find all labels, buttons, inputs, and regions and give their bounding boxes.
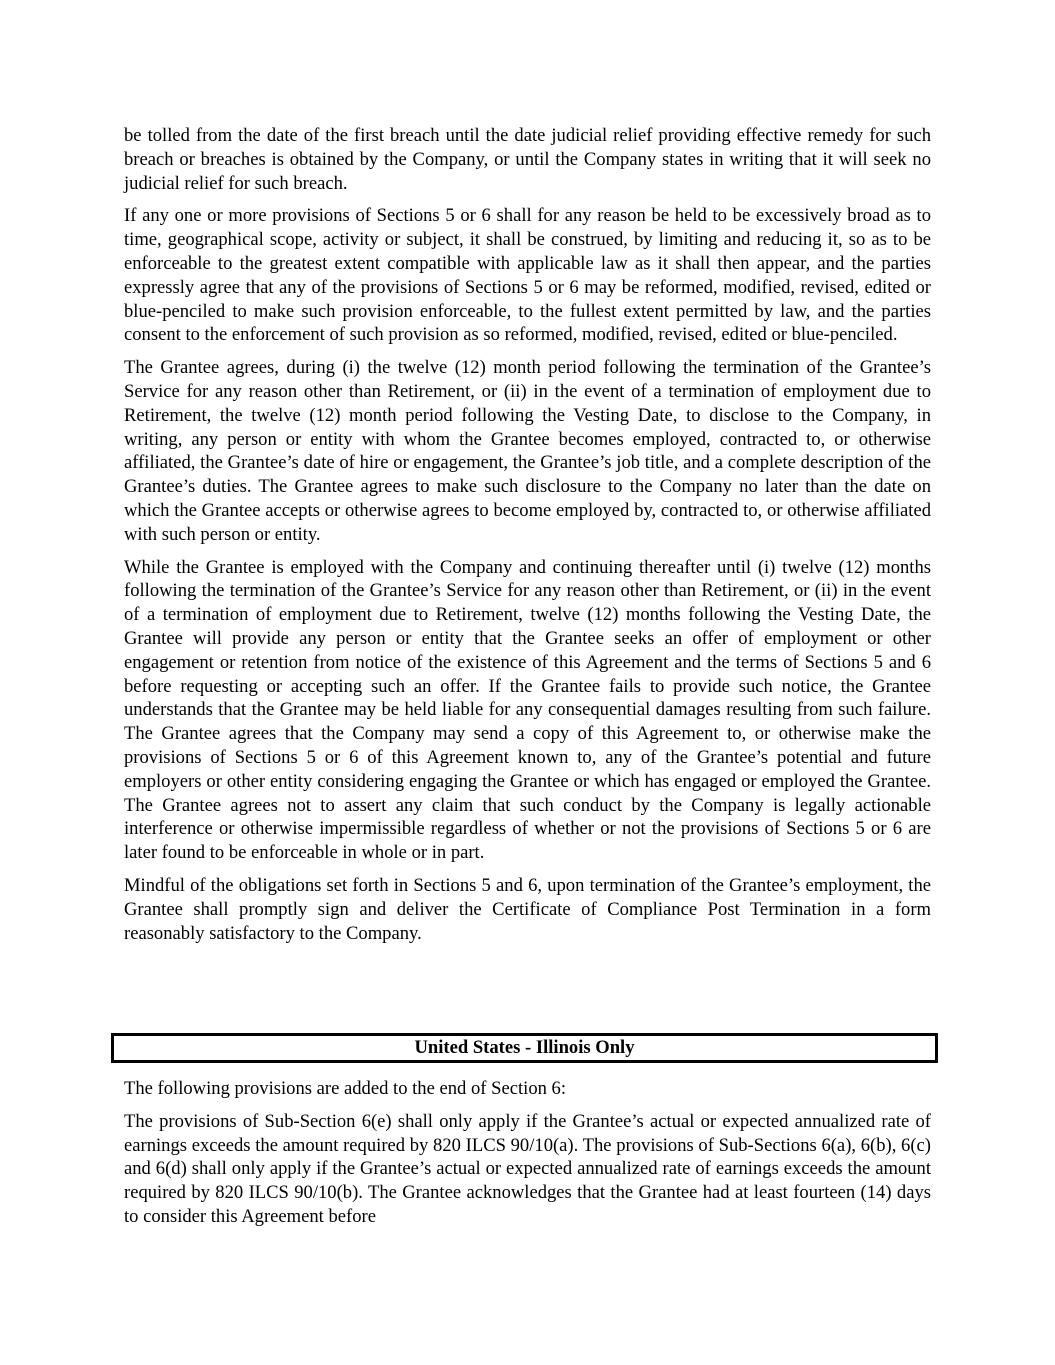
paragraph-notice: While the Grantee is employed with the Company and continuing thereafter until (i) twelve (12) months following the termination of the Grantee’s Service for any reason other than Retirement, or (ii) in the event of a termination of employment due to Retirement, twelve (12) months following the Vesting Date, the Grantee will provide any person or entity that the Grantee seeks an offer of employment or other engagement or retention from notice of the existence of this Agreement and the terms of Sections 5 and 6 before requesting or accepting such an offer. If the Grantee fails to provide such notice, the Grantee understands that the Grantee may be held liable for any consequential damages resulting from such failure. The Grantee agrees that the Company may send a copy of this Agreement to, or otherwise make the provisions of Sections 5 or 6 of this Agreement known to, any of the Grantee’s potential and future employers or other entity considering engaging the Grantee or which has engaged or employed the Grantee. The Grantee agrees not to assert any claim that such conduct by the Company is legally actionable interference or otherwise impermissible regardless of whether or not the provisions of Sections 5 or 6 are later found to be enforceable in whole or in part. bbox=[124, 556, 931, 864]
document-body-lower bbox=[124, 1077, 931, 1238]
paragraph-illinois-provisions: The provisions of Sub-Section 6(e) shall only apply if the Grantee’s actual or expected annualized rate of earnings exceeds the amount required by 820 ILCS 90/10(a). The provisions of Sub-Sections 6(a), 6(b), 6(c) and 6(d) shall only apply if the Grantee’s actual or expected annualized rate of earnings exceeds the amount required by 820 ILCS 90/10(b). The Grantee acknowledges that the Grantee had at least fourteen (14) days to consider this Agreement before bbox=[124, 1110, 931, 1227]
paragraph-intro-section-6: The following provisions are added to the end of Section 6: bbox=[124, 1078, 567, 1099]
document-body bbox=[124, 124, 931, 954]
paragraph-severability: If any one or more provisions of Sections 5 or 6 shall for any reason be held to be excessively broad as to time, geographical scope, activity or subject, it shall be construed, by limiting and reducing it, so as to be enforceable to the greatest extent compatible with applicable law as it shall then appear, and the parties expressly agree that any of the provisions of Sections 5 or 6 may be reformed, modified, revised, edited or blue-penciled to make such provision enforceable, to the fullest extent permitted by law, and the parties consent to the enforcement of such provision as so reformed, modified, revised, edited or blue-penciled. bbox=[124, 205, 931, 346]
paragraph-certificate: Mindful of the obligations set forth in Sections 5 and 6, upon termination of the Grantee’s employment, the Grantee shall promptly sign and deliver the Certificate of Compliance Post Termination in a form reasonably satisfactory to the Company. bbox=[124, 874, 931, 944]
section-title: United States - Illinois Only bbox=[414, 1037, 635, 1058]
paragraph-disclosure: The Grantee agrees, during (i) the twelve (12) month period following the termination of the Grantee’s Service for any reason other than Retirement, or (ii) in the event of a termination of employment due to Retirement, the twelve (12) month period following the Vesting Date, to disclose to the Company, in writing, any person or entity with whom the Grantee becomes employed, contracted to, or otherwise affiliated, the Grantee’s date of hire or engagement, the Grantee’s job title, and a complete description of the Grantee’s duties. The Grantee agrees to make such disclosure to the Company no later than the date on which the Grantee accepts or otherwise agrees to become employed by, contracted to, or otherwise affiliated with such person or entity. bbox=[124, 357, 931, 545]
section-header-box bbox=[111, 1033, 938, 1063]
paragraph-tolling: be tolled from the date of the first breach until the date judicial relief providing effective remedy for such breach or breaches is obtained by the Company, or until the Company states in writing that it will seek no judicial relief for such breach. bbox=[124, 125, 931, 194]
